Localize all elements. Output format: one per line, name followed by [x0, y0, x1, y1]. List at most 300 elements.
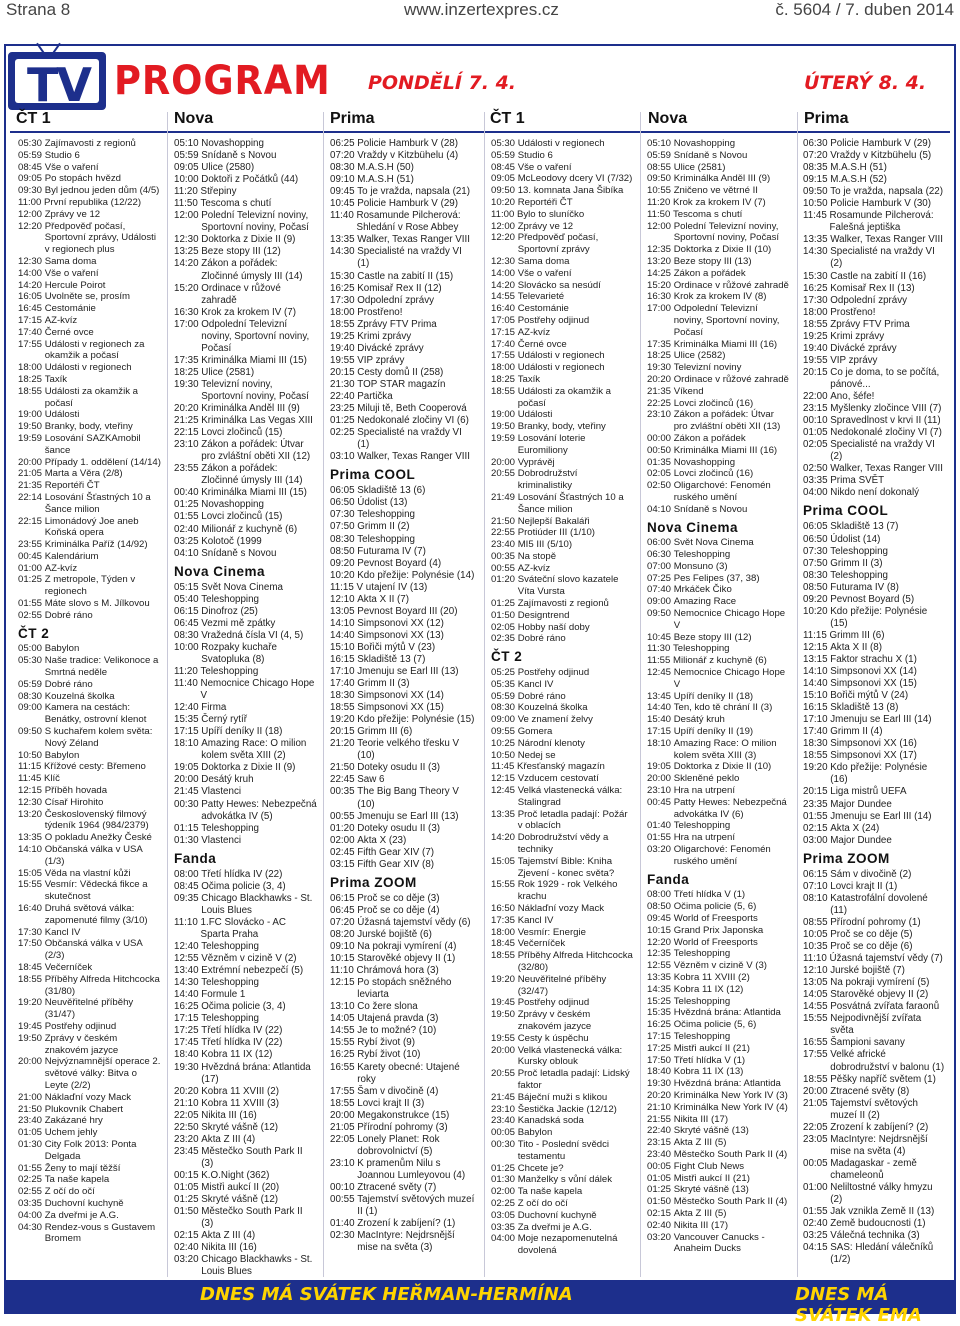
program-time: 14:40	[803, 678, 828, 690]
program-title: Ženy to mají těžší	[44, 1162, 121, 1174]
program-entry	[647, 1078, 790, 1090]
program-time: 16:25	[174, 1001, 199, 1013]
program-entry	[491, 598, 634, 610]
program-entry	[803, 546, 946, 558]
program-title: Přírodní pohromy (1)	[830, 916, 921, 928]
program-entry	[330, 654, 476, 666]
program-time: 09:05	[174, 162, 199, 174]
program-time: 22:00	[803, 390, 828, 402]
program-time: 21:10	[647, 1101, 672, 1113]
column-divider	[640, 112, 641, 1277]
program-title: Chcete je?	[517, 1162, 564, 1174]
program-entry	[491, 633, 634, 645]
program-title: Rybí život (9)	[357, 1037, 415, 1049]
program-time: 15:05	[491, 855, 516, 867]
program-time: 12:20	[491, 232, 516, 244]
program-entry	[18, 785, 161, 797]
program-title: Mrkáček Čiko	[673, 584, 732, 596]
program-entry	[491, 785, 634, 809]
program-title: Teleshopping	[201, 941, 260, 953]
program-title: Sama doma	[517, 255, 570, 267]
program-time: 15:10	[803, 690, 828, 702]
program-entry	[330, 1001, 476, 1013]
program-time: 02:50	[803, 463, 828, 475]
program-time: 16:25	[803, 282, 828, 294]
program-title: Akta Z III (4)	[201, 1230, 256, 1242]
program-time: 11:20	[174, 666, 198, 678]
program-entry	[18, 362, 161, 374]
program-title: Příběhy Alfreda Hitchcocka (31/80)	[44, 973, 160, 997]
program-time: 13:20	[647, 255, 672, 267]
program-title: Policie Hamburk V (29)	[357, 198, 458, 210]
program-entry	[491, 563, 634, 575]
program-entry	[174, 642, 317, 666]
program-time: 18:55	[330, 702, 355, 714]
program-entry	[18, 879, 161, 903]
program-entry	[803, 355, 946, 367]
program-entry	[174, 138, 317, 150]
program-title: Teorie velkého třesku V (10)	[357, 738, 460, 762]
program-entry	[330, 295, 476, 307]
program-title: Vezmi mě zpátky	[201, 617, 276, 629]
program-time: 08:55	[803, 916, 828, 928]
program-entry	[803, 403, 946, 415]
program-entry	[18, 773, 161, 785]
program-time: 10:20	[330, 569, 355, 581]
program-entry	[330, 977, 476, 1001]
program-title: Ulice (2581)	[673, 161, 726, 173]
program-time: 10:50	[803, 198, 828, 210]
program-time: 14:00	[491, 267, 516, 279]
program-title: Zajímavosti z regionů	[44, 138, 136, 149]
program-entry	[491, 1174, 634, 1186]
program-title: Hercule Poirot	[44, 279, 106, 291]
program-entry	[647, 445, 790, 457]
program-entry	[803, 319, 946, 331]
program-entry	[647, 596, 790, 608]
program-title: Teleshopping	[673, 820, 731, 832]
program-time: 15:55	[491, 879, 516, 891]
program-time: 10:50	[491, 749, 516, 761]
program-title: Lovci zločinců (16)	[673, 397, 754, 409]
program-time: 00:55	[491, 562, 516, 574]
program-entry	[491, 691, 634, 703]
name-day-monday: DNES MÁ SVÁTEK HEŘMAN-HERMÍNA	[200, 1284, 573, 1305]
program-title: Šestička Jackie (12/12)	[517, 1103, 617, 1115]
program-entry	[330, 343, 476, 355]
program-entry	[491, 610, 634, 622]
program-title: Bořiči mýtů V (24)	[830, 690, 909, 702]
program-entry	[18, 1186, 161, 1198]
program-time: 07:10	[803, 880, 828, 892]
program-entry	[18, 409, 161, 421]
program-time: 18:25	[18, 373, 43, 385]
program-time: 13:05	[803, 977, 828, 989]
program-time: 01:00	[18, 562, 43, 574]
channel-section-header: ČT 2	[491, 649, 523, 665]
program-time: 12:15	[803, 641, 828, 653]
channel-section-header: Fanda	[647, 871, 690, 887]
program-title: Události	[44, 409, 80, 421]
program-time: 23:40	[491, 1115, 516, 1127]
program-entry	[330, 1013, 476, 1025]
program-entry	[647, 1232, 790, 1256]
program-time: 12:45	[647, 667, 672, 679]
program-title: Doteky osudu II (3)	[357, 762, 441, 774]
program-time: 18:55	[491, 385, 516, 397]
program-time: 01:55	[647, 832, 672, 844]
program-time: 21:35	[647, 385, 672, 397]
program-entry	[330, 1062, 476, 1086]
program-time: 19:20	[803, 762, 828, 774]
program-title: Faktor strachu X (1)	[830, 653, 917, 665]
program-entry	[174, 415, 317, 427]
program-time: 23:25	[330, 403, 355, 415]
program-title: Teleshopping	[673, 549, 731, 561]
program-entry	[330, 905, 476, 917]
program-entry	[330, 678, 476, 690]
program-title: MI5 III (5/10)	[517, 539, 573, 551]
program-time: 04:00	[18, 1209, 43, 1221]
program-time: 18:55	[803, 1073, 828, 1085]
program-title: Teleshopping	[830, 545, 889, 557]
program-title: Losování Šťastných 10 a Šance milion	[517, 491, 624, 515]
program-time: 00:05	[491, 1127, 516, 1139]
program-title: Vlastenci	[201, 786, 242, 798]
column-divider	[484, 112, 485, 1277]
site-url[interactable]: www.inzertexpres.cz	[404, 0, 559, 19]
program-entry	[330, 210, 476, 234]
program-title: Simpsonovi XX (15)	[357, 702, 444, 714]
program-time: 21:50	[491, 515, 516, 527]
program-time: 17:50	[18, 938, 43, 950]
program-time: 06:15	[330, 892, 355, 904]
program-time: 07:00	[647, 560, 672, 572]
program-time: 08:30	[330, 533, 355, 545]
program-title: Ta naše kapela	[517, 1186, 583, 1198]
program-entry	[491, 574, 634, 598]
program-title: World of Freesports	[673, 913, 758, 924]
program-title: Šam v divočině (4)	[357, 1085, 439, 1097]
program-entry	[647, 197, 790, 209]
program-title: Je to možné? (10)	[357, 1025, 437, 1037]
program-entry	[491, 726, 634, 738]
program-entry	[647, 549, 790, 561]
program-entry	[330, 965, 476, 977]
program-time: 23:05	[803, 1133, 828, 1145]
program-time: 12:55	[647, 960, 672, 972]
program-entry	[491, 268, 634, 280]
program-title: Hra na utrpení	[673, 785, 736, 797]
program-entry	[491, 1104, 634, 1116]
program-entry	[491, 1092, 634, 1104]
program-entry	[803, 989, 946, 1001]
program-title: Grimm II (3)	[357, 678, 410, 690]
program-title: Simpsonovi XX (12)	[357, 617, 444, 629]
program-title: Lonely Planet: Rok dobrovolnictví (5)	[357, 1133, 440, 1157]
program-title: Zprávy ve 12	[517, 220, 574, 232]
program-time: 19:20	[18, 997, 43, 1009]
program-title: Rosamunde Pilcherová: Shledání v Rose Abbey	[356, 210, 461, 234]
program-title: Zprávy ve 12	[44, 208, 101, 220]
program-title: Marta a Věra (2/8)	[44, 468, 123, 480]
program-time: 03:35	[803, 475, 828, 487]
program-entry	[491, 350, 634, 362]
program-time: 01:55	[803, 810, 828, 822]
program-time: 06:30	[647, 549, 672, 561]
program-entry	[491, 421, 634, 433]
program-time: 08:55	[647, 161, 672, 173]
program-entry	[18, 832, 161, 844]
program-time: 19:50	[491, 1009, 516, 1021]
program-time: 11:30	[647, 643, 671, 655]
program-title: Nemocnice Chicago Hope V	[673, 608, 786, 631]
program-title: Akta X II (8)	[830, 641, 882, 653]
program-time: 17:35	[174, 354, 199, 366]
program-entry	[491, 527, 634, 539]
program-time: 08:30	[174, 629, 199, 641]
program-time: 05:10	[174, 138, 199, 149]
program-entry	[491, 433, 634, 457]
program-title: Akta X (24)	[830, 822, 880, 834]
program-entry	[647, 584, 790, 596]
program-title: Major Dundee	[830, 834, 892, 846]
program-time: 15:35	[174, 714, 199, 726]
program-time: 18:00	[491, 362, 516, 374]
program-entry	[491, 173, 634, 185]
program-entry	[491, 280, 634, 292]
program-title: Bylo to sluníčko	[516, 208, 585, 220]
program-title: Údolist (13)	[357, 497, 408, 509]
program-entry	[491, 927, 634, 939]
program-title: Očima policie (3, 4)	[201, 1001, 286, 1013]
program-entry	[803, 750, 946, 762]
program-time: 16:25	[330, 282, 355, 294]
program-time: 09:50	[803, 186, 828, 198]
program-title: Náklaďní vozy Mack	[44, 1091, 132, 1103]
program-time: 11:20	[647, 196, 671, 208]
program-time: 14:55	[330, 1025, 355, 1037]
program-title: Sama doma	[44, 255, 97, 267]
program-time: 01:05	[174, 1181, 199, 1193]
program-entry	[174, 524, 317, 536]
program-time: 21:05	[803, 1097, 828, 1109]
program-entry	[18, 173, 161, 185]
program-title: Rok 1929 - rok Velkého krachu	[517, 879, 618, 903]
program-entry	[803, 521, 946, 533]
program-entry	[174, 499, 317, 511]
program-time: 09:35	[174, 892, 199, 904]
program-entry	[647, 667, 790, 691]
program-time: 11:55	[647, 655, 671, 667]
program-time: 03:35	[491, 1221, 516, 1233]
program-title: Očima policie (5, 6)	[673, 901, 757, 913]
program-title: Předpověď počasí, Sportovní zprávy	[517, 232, 599, 256]
program-entry	[647, 1208, 790, 1220]
program-time: 23:40	[18, 1115, 43, 1127]
program-entry	[18, 150, 161, 162]
program-time: 04:15	[803, 1242, 828, 1254]
program-title: Nedokonalé zločiny VI (6)	[357, 415, 469, 427]
program-time: 10:45	[330, 198, 355, 210]
program-time: 23:10	[647, 785, 672, 797]
program-time: 21:49	[491, 491, 516, 503]
program-entry	[491, 950, 634, 974]
program-time: 08:50	[803, 581, 828, 593]
channel-header-ct1-tue: ČT 1	[490, 110, 525, 127]
program-entry	[330, 917, 476, 929]
program-entry	[18, 256, 161, 268]
program-time: 07:20	[803, 150, 828, 162]
program-title: McLeodovy dcery VI (7/32)	[517, 173, 633, 185]
program-time: 19:00	[491, 409, 516, 421]
program-time: 16:40	[491, 303, 516, 315]
program-title: Tescoma s chutí	[200, 198, 272, 210]
program-entry	[491, 457, 634, 469]
program-time: 01:50	[174, 1206, 199, 1218]
page-number: Strana 8	[6, 0, 71, 19]
program-time: 11:20	[174, 186, 198, 198]
program-time: 21:55	[647, 1113, 672, 1125]
program-time: 10:25	[491, 737, 516, 749]
program-entry	[803, 439, 946, 463]
program-title: Svět Nova Cinema	[201, 581, 283, 593]
program-entry	[174, 234, 317, 246]
program-time: 02:30	[330, 1230, 355, 1242]
header-divider	[10, 131, 950, 133]
program-title: Třetí hlídka IV (22)	[201, 868, 283, 880]
program-time: 14:30	[330, 246, 355, 258]
program-entry	[803, 1242, 946, 1266]
program-title: Odpolední Televizní noviny, Sportovní noviny, Počasí	[673, 303, 780, 338]
program-title: Nikdo není dokonalý	[830, 487, 920, 499]
program-title: Miluji tě, Beth Cooperová	[357, 403, 467, 415]
program-entry	[647, 1173, 790, 1185]
program-time: 17:55	[18, 338, 43, 350]
program-time: 20:00	[803, 1085, 828, 1097]
program-time: 11:10	[803, 953, 827, 965]
program-title: Duchovní kuchyně	[44, 1197, 124, 1209]
program-entry	[18, 1222, 161, 1246]
program-time: 22:40	[330, 390, 355, 402]
program-time: 10:50	[18, 749, 43, 761]
program-time: 14:55	[491, 291, 516, 303]
program-time: 16:45	[18, 303, 43, 315]
program-time: 20:15	[330, 366, 355, 378]
program-entry	[18, 938, 161, 962]
program-time: 14:00	[18, 267, 43, 279]
program-time: 14:40	[174, 989, 199, 1001]
program-entry	[330, 174, 476, 186]
program-time: 14:40	[330, 629, 355, 641]
program-entry	[174, 210, 317, 234]
program-entry	[330, 929, 476, 941]
program-time: 06:05	[803, 521, 828, 533]
program-title: Snídaně s Novou	[201, 547, 277, 559]
program-time: 23:10	[330, 1157, 355, 1169]
program-time: 11:10	[330, 965, 354, 977]
program-time: 02:40	[647, 1219, 672, 1231]
program-title: Hvězdná brána: Atlantida	[673, 1007, 781, 1019]
program-time: 11:50	[174, 198, 198, 210]
program-title: Babylon	[44, 643, 80, 655]
program-entry	[647, 209, 790, 221]
program-time: 22:14	[18, 491, 43, 503]
program-entry	[491, 750, 634, 762]
program-time: 23:45	[174, 1145, 199, 1157]
program-entry	[330, 1086, 476, 1098]
program-title: Akta Z III (4)	[201, 1133, 256, 1145]
program-entry	[330, 521, 476, 533]
program-title: Vesmír: Energie	[517, 926, 586, 938]
program-title: Plukovník Chabert	[44, 1103, 124, 1115]
program-entry	[18, 868, 161, 880]
program-time: 02:25	[491, 1197, 516, 1209]
program-title: Krok za krokem IV (8)	[673, 291, 767, 303]
program-entry	[18, 374, 161, 386]
program-entry	[330, 1134, 476, 1158]
program-title: Doktorka z Dixie II (9)	[201, 234, 296, 246]
program-entry	[491, 539, 634, 551]
program-title: Extrémní nebezpečí (5)	[201, 965, 304, 977]
program-entry	[174, 439, 317, 463]
program-title: Postřehy odjinud	[44, 1020, 117, 1032]
program-time: 08:30	[491, 702, 516, 714]
program-time: 11:10	[174, 916, 198, 928]
program-time: 19:40	[803, 342, 828, 354]
program-entry	[647, 901, 790, 913]
program-entry	[18, 138, 161, 150]
program-time: 16:30	[174, 306, 199, 318]
program-time: 13:10	[330, 1001, 355, 1013]
column-divider	[323, 112, 324, 1277]
program-entry	[18, 574, 161, 598]
program-title: Snídaně s Novou	[201, 150, 277, 162]
program-entry	[647, 761, 790, 773]
program-entry	[174, 606, 317, 618]
program-title: Za dveřmi je A.G.	[44, 1209, 119, 1221]
program-entry	[174, 989, 317, 1001]
program-title: V utajení IV (13)	[356, 581, 428, 593]
program-entry	[491, 1127, 634, 1139]
program-entry	[491, 362, 634, 374]
program-entry	[491, 468, 634, 492]
program-time: 20:15	[803, 366, 828, 378]
program-time: 16:25	[330, 1049, 355, 1061]
program-time: 18:40	[647, 1066, 672, 1078]
program-title: Grimm II (3)	[830, 557, 883, 569]
program-title: Ordinace v růžové zahradě	[673, 373, 789, 385]
program-entry	[174, 977, 317, 989]
program-entry	[803, 738, 946, 750]
channel-section-header: Prima COOL	[330, 467, 416, 483]
program-time: 12:15	[330, 977, 355, 989]
program-title: Akta Z III (5)	[673, 1137, 727, 1149]
program-title: Zprávy FTV Prima	[830, 318, 910, 330]
program-time: 01:25	[647, 1184, 672, 1196]
program-title: Křesťanský magazín	[516, 761, 605, 773]
program-entry	[647, 480, 790, 504]
program-time: 11:15	[330, 581, 354, 593]
program-time: 21:05	[330, 1121, 355, 1133]
program-time: 06:25	[330, 138, 355, 149]
program-title: Studio 6	[44, 149, 80, 161]
program-title: Mistři aukcí II (20)	[201, 1181, 280, 1193]
program-title: Třetí hlídka V (1)	[673, 889, 746, 901]
program-entry	[174, 1170, 317, 1182]
program-title: Vše o vaření	[44, 267, 99, 279]
program-title: Amazing Race: O milion kolem světa XIII (3)	[673, 737, 777, 761]
